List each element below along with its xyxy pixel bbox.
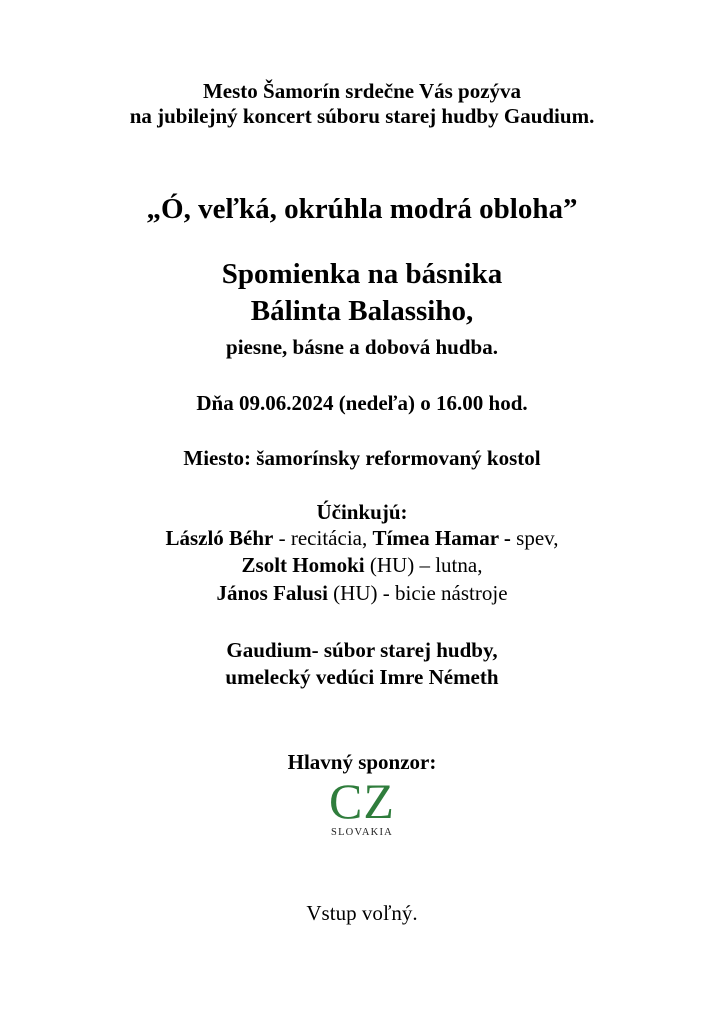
sponsor-heading: Hlavný sponzor: xyxy=(287,750,437,774)
subtitle-line-1: Spomienka na básnika xyxy=(221,258,503,290)
performer-separator: - xyxy=(498,526,517,550)
ensemble-line-2: umelecký vedúci Imre Németh xyxy=(225,665,499,689)
subtitle-line-3: piesne, básne a dobová hudba. xyxy=(226,335,498,359)
performer-name: Tímea Hamar xyxy=(372,526,499,550)
performer-role: - recitácia, xyxy=(273,526,373,550)
performers-heading: Účinkujú: xyxy=(316,500,408,524)
performer-name: János Falusi xyxy=(216,581,328,605)
subtitle-line-2: Bálinta Balassiho, xyxy=(250,295,474,327)
concert-title: „Ó, veľká, okrúhla modrá obloha” xyxy=(146,193,578,225)
sponsor-logo-mark: CZ xyxy=(329,773,395,829)
invitation-line-1: Mesto Šamorín srdečne Vás pozýva xyxy=(202,79,522,103)
performer-role: (HU) - bicie nástroje xyxy=(327,581,508,605)
footer-entry-note: Vstup voľný. xyxy=(306,901,418,925)
performers-row-2 xyxy=(0,555,724,576)
performer-role: (HU) – lutna, xyxy=(364,553,483,577)
sponsor-logo xyxy=(312,773,412,840)
performer-name: Zsolt Homoki xyxy=(241,553,365,577)
date-line: Dňa 09.06.2024 (nedeľa) o 16.00 hod. xyxy=(196,391,528,415)
performer-role: spev, xyxy=(516,526,559,550)
performer-name: László Béhr xyxy=(165,526,274,550)
invitation-line-2: na jubilejný koncert súboru starej hudby Gaudium. xyxy=(129,104,595,128)
place-line: Miesto: šamorínsky reformovaný kostol xyxy=(183,446,541,470)
performers-row-1 xyxy=(0,528,724,549)
sponsor-logo-subtext: SLOVAKIA xyxy=(331,827,393,838)
ensemble-line-1: Gaudium- súbor starej hudby, xyxy=(226,638,498,662)
performers-row-3 xyxy=(0,583,724,604)
